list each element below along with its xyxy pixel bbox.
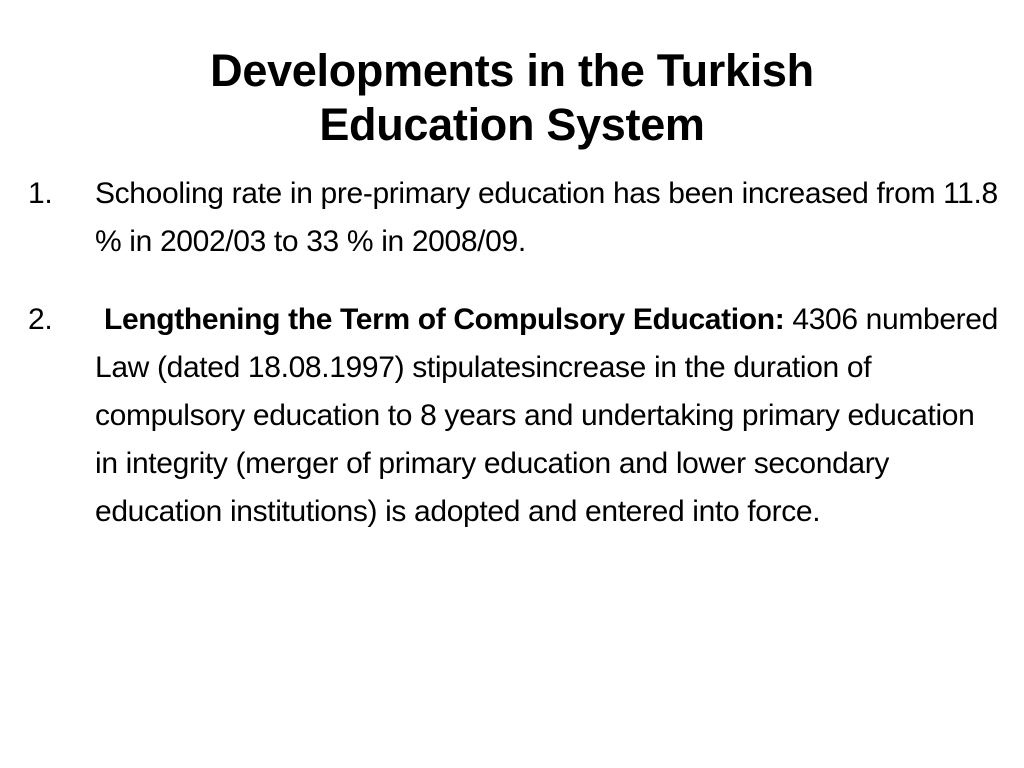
slide-title-line-1: Developments in the Turkish bbox=[210, 45, 814, 97]
list-item-1-text: Schooling rate in pre-primary education has been increased from 11.8 % in 2002/03 to 33 % in 2008/09. bbox=[95, 177, 998, 258]
list-item-2-text: 4306 numbered Law (dated 18.08.1997) stipulatesincrease in the duration of compulsory education to 8 years and undertaking primary education in integrity (merger of primary education and lower secondary education institutions) is adopted and entered into force. bbox=[95, 303, 998, 528]
list-item-2 bbox=[28, 296, 998, 536]
slide-title-line-2: Education System bbox=[319, 99, 705, 151]
numbered-list bbox=[28, 170, 998, 536]
list-item-1 bbox=[28, 170, 998, 266]
slide-title bbox=[40, 44, 984, 152]
list-item-2-number: 2. bbox=[28, 303, 53, 336]
list-item-2-heading: Lengthening the Term of Compulsory Education: bbox=[104, 303, 785, 336]
list-item-1-number: 1. bbox=[28, 177, 53, 210]
